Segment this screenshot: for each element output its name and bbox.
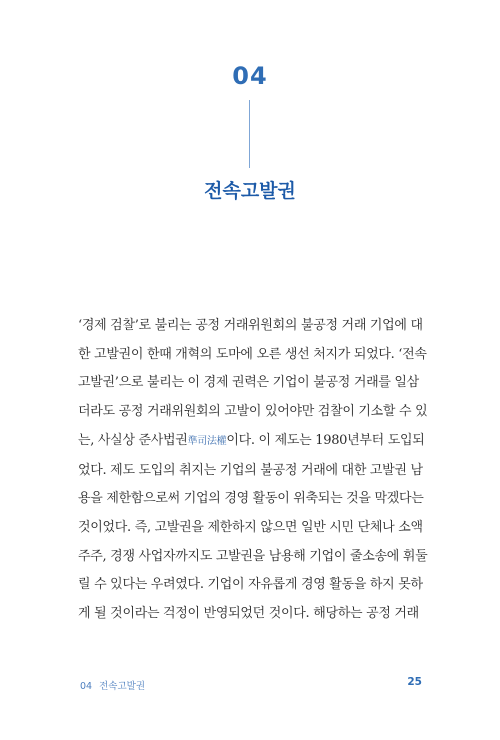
body-line: 주주, 경쟁 사업자까지도 고발권을 남용해 기업이 줄소송에 휘둘 bbox=[78, 548, 428, 564]
chapter-number: 04 bbox=[232, 62, 268, 90]
body-line: ‘경제 검찰’로 불리는 공정 거래위원회의 불공정 거래 기업에 대 bbox=[78, 318, 423, 333]
body-paragraph bbox=[78, 312, 428, 629]
hanja-annotation: 準司法權 bbox=[187, 435, 227, 447]
body-line: 한 고발권이 한때 개혁의 도마에 오른 생선 처지가 되었다. ‘전속 bbox=[78, 346, 427, 362]
body-line-with-hanja bbox=[78, 427, 424, 457]
body-line: 용을 제한함으로써 기업의 경영 활동이 위축되는 것을 막겠다는 bbox=[78, 491, 424, 507]
footer-chapter-title: 전속고발권 bbox=[99, 681, 146, 692]
body-line: 것이었다. 즉, 고발권을 제한하지 않으면 일반 시민 단체나 소액 bbox=[78, 519, 423, 535]
running-footer bbox=[80, 678, 145, 692]
footer-chapter-number: 04 bbox=[80, 681, 93, 692]
chapter-title: 전속고발권 bbox=[204, 180, 296, 202]
page-number: 25 bbox=[407, 676, 422, 688]
body-line: 게 될 것이라는 걱정이 반영되었던 것이다. 해당하는 공정 거래 bbox=[78, 606, 419, 622]
body-line: 었다. 제도 도입의 취지는 기업의 불공정 거래에 대한 고발권 남 bbox=[78, 462, 423, 478]
body-line: 고발권’으로 불리는 이 경제 권력은 기업이 불공정 거래를 일삼 bbox=[78, 375, 419, 391]
body-line: 더라도 공정 거래위원회의 고발이 있어야만 검찰이 기소할 수 있 bbox=[78, 404, 428, 420]
chapter-divider bbox=[249, 100, 250, 168]
body-line-segment: 는, 사실상 준사법권 bbox=[78, 432, 188, 448]
body-line-segment: 이다. 이 제도는 1980년부터 도입되 bbox=[226, 432, 425, 448]
body-line: 릴 수 있다는 우려였다. 기업이 자유롭게 경영 활동을 하지 못하 bbox=[78, 577, 423, 593]
